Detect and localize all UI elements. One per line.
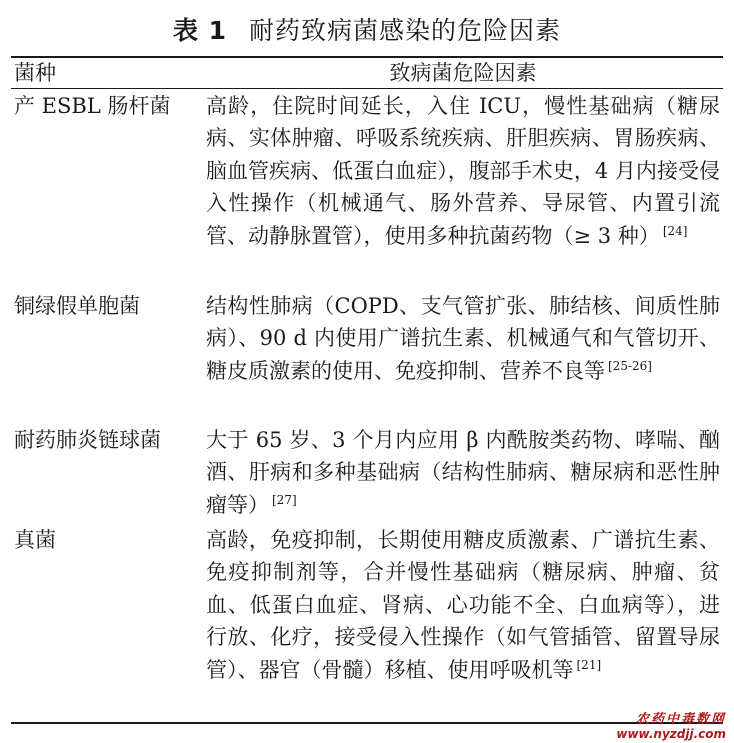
table-header-rule: [11, 88, 723, 89]
risk-factors-cell: [206, 424, 720, 521]
header-pathogen: 菌种: [14, 61, 56, 85]
reference-citation: [21]: [576, 657, 602, 672]
risk-factors-text: 高龄，免疫抑制，长期使用糖皮质激素、广谱抗生素、免疫抑制剂等，合并慢性基础病（糖尿病、肿瘤、贫血、低蛋白血症、肾病、心功能不全、白血病等），进行放、化疗，接受侵入性操作（如气管插管、留置导尿管）、器官（骨髓）移植、使用呼吸机等: [206, 528, 720, 682]
table-title: [0, 14, 734, 48]
pathogen-name: 耐药肺炎链球菌: [14, 428, 161, 452]
table-caption: 耐药致病菌感染的危险因素: [249, 16, 562, 45]
watermark-text: 农药中毒数网: [635, 712, 726, 727]
risk-factors-text: 高龄，住院时间延长，入住 ICU，慢性基础病（糖尿病、实体肿瘤、呼吸系统疾病、肝胆疾病、胃肠疾病、脑血管疾病、低蛋白血症），腹部手术史，4 月内接受侵入性操作（机械通气、肠外营养、导尿管、内置引流管、动静脉置管），使用多种抗菌药物（≥ 3 种）: [206, 94, 720, 248]
risk-factors-text: 结构性肺病（COPD、支气管扩张、肺结核、间质性肺病）、90 d 内使用广谱抗生素、机械通气和气管切开、糖皮质激素的使用、免疫抑制、营养不良等: [206, 294, 720, 383]
table-header-row: [14, 58, 720, 88]
risk-factors-cell: [206, 90, 720, 252]
pathogen-name: 真菌: [14, 528, 56, 552]
site-watermark: [616, 713, 726, 741]
risk-factors-cell: [206, 524, 720, 686]
reference-citation: [27]: [272, 492, 297, 507]
risk-factors-cell: [206, 290, 720, 387]
reference-citation: [24]: [662, 223, 688, 238]
watermark-url: www.nyzdjj.com: [616, 727, 726, 741]
header-risk-factors: 致病菌危险因素: [389, 61, 537, 85]
risk-factors-text: 大于 65 岁、3 个月内应用 β 内酰胺类药物、哮喘、酗酒、肝病和多种基础病（结构性肺病、糖尿病和恶性肿瘤等）: [206, 428, 720, 517]
table-number: 表 1: [172, 16, 228, 45]
reference-citation: [25-26]: [608, 358, 652, 373]
pathogen-name: 铜绿假单胞菌: [14, 294, 140, 318]
pathogen-name: 产 ESBL 肠杆菌: [14, 94, 171, 118]
